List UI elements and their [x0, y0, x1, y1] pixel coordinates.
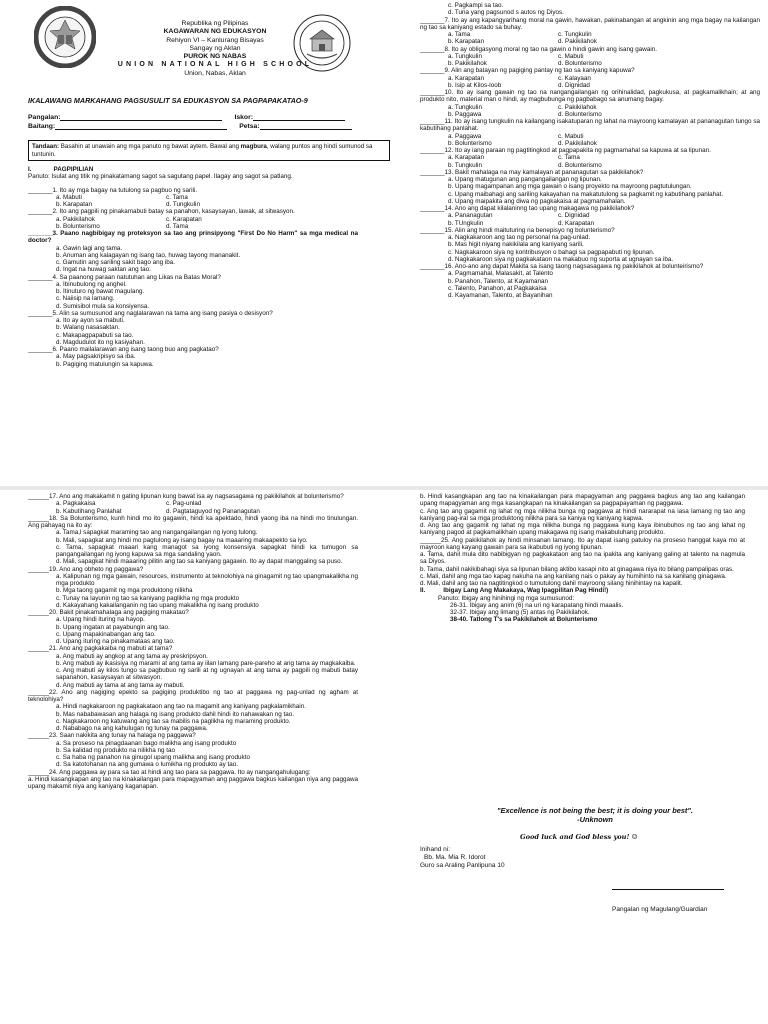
- option-b: b. Pagiging matulungin sa kapuwa.: [56, 360, 154, 368]
- question-5: _______5. Alin sa sumusunod ang naglalarawan na tama ang isang pasiya o desisyon?: [28, 309, 273, 317]
- option-a: a. Sa proseso na pinagdaanan bago malikha ang isang produkto: [56, 739, 237, 747]
- option-a: a. Tungkulin: [448, 103, 482, 111]
- teacher-name: Bb. Ma. Mia R. Idorot: [424, 854, 486, 862]
- teacher-role: Guro sa Araling Panlipuna 10: [420, 862, 505, 870]
- option-d: d. Pakikilahok: [558, 38, 597, 46]
- option-d: d. Mali, sapagkat hindi maaaring pilitin ang tao sa kaniyang gagawin. Ito ay dapat manggaling sa puso.: [56, 558, 343, 566]
- question-11: _______11. Ito ay isang tungkulin na kailangang isakatuparan ng lahat na mayroong kamalayan at pananagutan tungo sa kabutihang panlahat.: [420, 118, 760, 133]
- question-13: _______13. Bakit mahalaga na may kamalayan at pananagutan sa pakikilahok?: [420, 168, 644, 176]
- prepared-by-block: [420, 846, 505, 871]
- option-b: b. Bolunterismo: [56, 222, 100, 230]
- option-c: c. Karapatan: [166, 215, 202, 223]
- department-line: KAGAWARAN NG EDUKASYON: [163, 28, 267, 36]
- option-c: c. Mali, dahil ang mga tao kapag nakuha na ang kanilang nais o pakay ay humihinto na sa kanilang ginagawa.: [420, 572, 727, 580]
- quote-author: -Unknown: [577, 814, 613, 824]
- option-d: d. Tuna yang pagsunod s autos ng Diyos.: [448, 9, 564, 17]
- option-a: a. Karapatan: [448, 154, 485, 162]
- option-c: c. Ang tao ang gagamit ng lahat ng mga nilikha bunga ng paggawa at hindi nararapat na iasa lamang ng tao ang kaniyang pag-iral sa mga produktong nilikha para sa kaniya ng kaniyang kapwa.: [420, 507, 745, 522]
- question-4: _______4. Sa paanong paraan natutuhan ang Likas na Batas Moral?: [28, 273, 221, 281]
- option-a: a. Pananagutan: [448, 212, 493, 220]
- score-field[interactable]: [253, 114, 345, 121]
- option-c: c. Nagkakaroon siya ng kontribusyon o bahagi sa pagpapabuti ng lipunan.: [448, 248, 655, 256]
- question-19: ______19. Ano ang obheto ng paggawa?: [28, 565, 144, 573]
- option-d: d. Karapatan: [558, 219, 595, 227]
- question-1: _______1. Ito ay mga bagay na tutulong sa pagbuo ng sarili.: [28, 186, 198, 194]
- option-b: b. Pakikilahok: [448, 60, 487, 67]
- option-c: c. Pagkampi sa tao.: [448, 2, 504, 9]
- option-b: b. Mali, sapagkat ang hindi mo pagtulong ay isang bagay na maaaring makaapekto sa iyo.: [56, 536, 308, 544]
- option-d: d. Mali, dahil ang tao na nagtitingkod o tumutulong dahil mayroong silang hinihintay na kapalit.: [420, 580, 683, 587]
- question-20: ______20. Bakit pinakamahalaga ang pagiging makatao?: [28, 609, 189, 616]
- quote-text: "Excellence is not being the best; it is doing your best".: [497, 806, 693, 815]
- option-b: b. Ang mabuti ay ikasisiya ng marami at ang tama ay iilan lamang pare-pareho at ang tama ay magkakaiba.: [56, 659, 356, 667]
- option-d: d. Bolunterismo: [558, 161, 602, 169]
- reminder-box: [28, 140, 390, 161]
- option-a: a. Nagkakaroon ang tao ng personal na pag-unlad.: [448, 234, 591, 241]
- section-label: Baitang:: [28, 122, 56, 130]
- question-11-options: [420, 133, 760, 148]
- closing-quote: [450, 807, 740, 824]
- option-d: d. Ang tao ang gagamit ng lahat ng mga nilikha bunga ng paggawa kung kaya ibinubuhos ng tao ang lahat ng kaniyang pagod at pagkamalikhain upang makagawa ng isang makabuluhang produkto.: [420, 522, 745, 537]
- option-c: c. Nagkakaroon ng katuwang ang tao sa mabilis na paglikha ng maraming produkto.: [56, 717, 291, 725]
- region-line: Rehiyon VI – Kanlurang Bisayas: [166, 36, 264, 44]
- option-b: b. Mga taong gagamit ng mga produktong nilikha: [56, 587, 193, 595]
- question-18: ______18. Sa Bolunterismo, kunh hindi mo ito gagawin, hindi ka apektado, hindi yaong iba na hindi mo tinulungan. Ang pahayag na ito ay:: [28, 514, 358, 529]
- option-b: b. Tungkulin: [448, 161, 482, 169]
- option-b: b. Itinuturo ng bawat magulang.: [56, 288, 145, 295]
- signature-line[interactable]: [612, 889, 724, 890]
- school-address: Union, Nabas, Aklan: [184, 69, 246, 77]
- option-c: c. Upang mapakinabangan ang tao.: [56, 630, 156, 638]
- document-header: [0, 20, 430, 78]
- question-15: _______15. Alin ang hindi maituturing na benepisyo ng bolunterismo?: [420, 226, 615, 234]
- option-d: d. Kayamanan, Talento, at Bayanihan: [448, 292, 553, 299]
- good-luck-message: Good luck and God bless you! ☺: [520, 833, 638, 841]
- part1-heading: [28, 166, 358, 173]
- date-label: Petsa:: [239, 122, 260, 130]
- question-17-options: [28, 500, 358, 515]
- option-c: c. Ang mabuti ay kilos tungo sa pagbubuo ng sarili at ng ugnayan at ang tama ay pagpili ng mabuti batay sapanahon, kasaysayan at sitwasyon.: [56, 667, 358, 682]
- option-a: a. Kalipunan ng mga gawain, resources, instrumento at teknolohiya na ginagamit ng tao upangmakalikha ng mga produkto: [56, 572, 358, 587]
- option-d: d. Ang mabuti ay tama at ang tama ay mabuti.: [56, 681, 185, 689]
- question-2: _______2. Ito ang pagpili ng pinakamabuti batay sa panahon, kasaysayan, lawak, at sitwasyon.: [28, 208, 295, 216]
- exam-title: IKALAWANG MARKAHANG PAGSUSULIT SA EDUKASYON SA PAGPAPAKATAO-9: [28, 96, 308, 105]
- division-line: Sangay ng Aklan: [189, 44, 241, 52]
- option-d: d. Nagkakaroon siya ng pagkakataon na makabuo ng suporta at ugnayan sa iba.: [448, 255, 674, 263]
- option-b: b. Upang ingatan at payabungin ang tao.: [56, 623, 170, 631]
- option-b: b. Mas nababawasan ang halaga ng isang produkto dahil hindi ito nahawakan ng tao.: [56, 710, 295, 718]
- part1-instructions: Panuto: Isulat ang titik ng pinakatamang sagot sa sagutang papel. Ilagay ang sagot sa patlang.: [28, 173, 293, 181]
- question-9: _______9. Alin ang batayan ng pagiging pantay ng tao sa kaniyang kapuwa?: [420, 67, 635, 75]
- question-3: _______3. Paano nagbibigay ng proteksyon sa tao ang prinsipyong "First Do No Harm" sa mga medical na doctor?: [28, 230, 358, 245]
- option-c: c. Pakikilahok: [558, 103, 597, 111]
- option-a: a. Mabuti: [56, 193, 82, 201]
- option-b: b. Bolunterismo: [448, 139, 492, 147]
- page1-left-column: [28, 166, 358, 368]
- option-d: d. Kakayahang kakailanganin ng tao upang makalikha ng isang produkto: [56, 601, 259, 609]
- question-17: ______17. Ano ang makakamit n gating lipunan kung bawat isa ay nagsasagawa ng pakikilahok at bolunterismo?: [28, 493, 344, 500]
- option-d: d. Pagtataguyod ng Pananagutan: [166, 507, 260, 515]
- district-line: PUROK NG NABAS: [183, 53, 247, 61]
- question-10: _______10. Ito ay isang gawain ng tao na nangangailangan ng orihinalidad, pagkukusa, at pagkamalikhain; at ang produkto nito, material man o hindi, ay magbubunga ng pagbabago sa anumang bagay.: [420, 89, 760, 104]
- part2-item: 38-40. Tatlong T's sa Pakikilahok at Bolunterismo: [450, 616, 598, 624]
- reminder-text-1: Basahin at unawain ang mga panuto ng bawat aytem. Bawal ang: [59, 143, 241, 150]
- option-a: a. Ang mabuti ay angkop at ang tama ay preskripsyon.: [56, 652, 208, 660]
- option-a: a. Tama: [448, 31, 471, 38]
- student-info-fields: [28, 114, 398, 131]
- question-12: _______12. Ito ay iang paraan ng pagtitingkod at pagpapakita ng pagmamahal sa kapuwa at sa lipunan.: [420, 147, 711, 154]
- exam-page-1: [0, 0, 768, 486]
- option-a: a. Pagmamahal, Malasakit, at Talento: [448, 270, 553, 278]
- part2-heading: [420, 587, 745, 594]
- question-21: ______21. Ano ang pagkakaiba ng mabuti at tama?: [28, 645, 173, 653]
- option-c: c. Naiisip na lamang.: [56, 295, 115, 303]
- part1-title: PAGPIPILIAN: [53, 166, 94, 173]
- parent-signature-label: Pangalan ng Magulang/Guardian: [612, 906, 708, 913]
- reminder-text-2: , walang puntos ang hindi sumunod sa tuntunin.: [32, 143, 373, 158]
- option-c: c. Tama: [166, 193, 188, 201]
- option-a: a. Karapatan: [448, 74, 485, 82]
- question-10-options: [420, 104, 760, 119]
- option-d: d. Upang ituring na pinakamataas ang tao.: [56, 638, 175, 645]
- option-c: c. Mabuti: [558, 132, 584, 140]
- question-8: _______8. Ito ay obligasyong moral ng tao na gawin o hindi gawin ang isang gawain.: [420, 45, 658, 53]
- option-b: b. Sa kalidad ng produkto na nilikha ng tao: [56, 746, 176, 754]
- prepared-by-label: Inihand ni:: [420, 846, 450, 853]
- option-c: c. Upang maibahagi ang sariling kakayahan na makatutulong sa pagkamit ng kabutihang panlahat.: [448, 190, 724, 198]
- question-1-options: [28, 194, 358, 209]
- question-12-options: [420, 154, 760, 169]
- option-d: d. Nababago na ang kahulugan ng tunay na paggawa.: [56, 725, 208, 732]
- option-c: c. Kalayaan: [558, 74, 591, 82]
- question-16: _______16. Ano-ano ang dapat Makita sa isang taong nagsasagawa ng pakikilahok at bolunteirismo?: [420, 263, 704, 270]
- question-7-options: [420, 31, 760, 46]
- option-b: b. Kabutihang Panlahat: [56, 507, 122, 515]
- part2-instructions: Panuto: Ibigay ang hinihingi ng mga sumusunod:: [438, 594, 575, 602]
- option-b: b. Karapatan: [448, 38, 485, 46]
- question-6: _______6. Paano mailalarawan ang isang taong buo ang pagkatao?: [28, 346, 219, 353]
- reminder-label: Tandaan:: [32, 143, 60, 150]
- question-22: ______22. Ano ang nagiging epekto sa pagiging produktibo ng tao at paggawa ng pag-unlad ng agham at teknolohiya?: [28, 688, 358, 703]
- school-name: UNION NATIONAL HIGH SCHOOL: [117, 61, 313, 69]
- option-c: c. Makapagpapabuti sa tao.: [56, 331, 134, 339]
- option-d: d. Tama: [166, 222, 189, 230]
- option-a: a. Paggawa: [448, 132, 482, 140]
- option-b: b. Paggawa: [448, 110, 482, 118]
- question-23: ______23. Saan nakikita ang tunay na halaga ng paggawa?: [28, 732, 196, 740]
- question-9-options: [420, 75, 760, 90]
- option-a: a. Ibinubulong ng anghel.: [56, 280, 127, 288]
- option-c: c. Talento, Panahon, at Pagkakaisa: [448, 284, 547, 292]
- option-c: c. Tama: [558, 154, 580, 162]
- option-d: d. Dignidad: [558, 81, 590, 89]
- question-7: _______7. Ito ay ang kapangyarihang moral na gawin, hawakan, pakinabangan at angkinin ang mga bagay na kailangan ng tao sa kaniyang estado sa buhay.: [420, 16, 760, 31]
- option-c: c. Sa haba ng panahon na ginugol upang malikha ang isang produkto: [56, 754, 250, 761]
- option-a: a. Tungkulin: [448, 52, 482, 60]
- option-c: c. Tunay na layunin ng tao sa kaniyang paglikha ng mga produkto: [56, 594, 240, 602]
- option-b: b. Mas higit niyang nakikilala ang kaniyang sarili.: [448, 241, 584, 249]
- option-a: a. Pakikilahok: [56, 215, 95, 223]
- option-d: d. Sa katotohanan na ang gumawa o lumikha ng produkto ay tao.: [56, 761, 239, 769]
- option-b: b. Upang magampanan ang mga gawain o isang proyekto na mayroong pagtutulungan.: [448, 183, 692, 191]
- option-c: c. Pag-unlad: [166, 500, 202, 508]
- option-d: d. Ingat na huwag saktan ang tao.: [56, 266, 151, 274]
- option-c: c. Gamutin ang sariling sakit bago ang iba.: [56, 259, 176, 266]
- question-14-options: [420, 212, 760, 227]
- option-d: d. Magdudulot ito ng kasiyahan.: [56, 338, 145, 346]
- name-field[interactable]: [60, 114, 222, 121]
- option-a: a. Gawin lagi ang tama.: [56, 244, 123, 252]
- question-24: ______24. Ang paggawa ay para sa tao at hindi ang tao para sa paggawa. Ito ay nangangahulugang:: [28, 768, 311, 776]
- option-a: a. Tama, dahil mula dito nabibigyan ng pagkakataon ang tao na ipakita ang kaniyang galing at talento na nagmula sa Diyos.: [420, 551, 745, 566]
- option-d: d. Pakikilahok: [558, 139, 597, 147]
- option-a: a. Pagkakaisa: [56, 500, 96, 508]
- option-b: b. Anuman ang kalagayan ng isang tao, huwag tayong mananakit.: [56, 251, 241, 259]
- page2-left-column: [28, 493, 358, 790]
- page1-right-column: [420, 2, 760, 299]
- option-a: a. Upang hindi ituring na hayop.: [56, 616, 145, 624]
- option-a: a. Tama,l sapagkat maraming tao ang nangangailangan ng iyong tulong.: [56, 529, 258, 537]
- option-b: b. Isip at Kilos-loob: [448, 81, 502, 89]
- option-a: a. Hindi nagkakaroon ng pagkakataon ang tao na magamit ang kaniyang pagkalamikhain.: [56, 703, 306, 711]
- option-b: b. Walang nasasaktan.: [56, 324, 120, 332]
- question-8-options: [420, 53, 760, 68]
- option-b: b. TUngkulin: [448, 219, 484, 227]
- option-d: d. Upang maipakita ang diwa ng pagkakaisa at pagmamahalan.: [448, 197, 626, 205]
- part2-numeral: II.: [420, 587, 426, 595]
- name-label: Pangalan:: [28, 114, 61, 121]
- question-2-options: [28, 216, 358, 231]
- part2-item: 32-37. Ibigay ang limang (5) antas ng Pakikilahok.: [450, 609, 590, 616]
- option-c: c. Mabuti: [558, 52, 584, 60]
- question-25: ______25. Ang pakikilahok ay hindi minsanan lamang. Ito ay dapat isang patuloy na proseso hanggat kaya mo at mayroon kang kayang gawain para sa ikabubuti ng iyong lipunan.: [420, 536, 745, 551]
- date-field[interactable]: [260, 123, 352, 130]
- option-a: a. May pagsakripisyo sa iba.: [56, 353, 136, 361]
- option-a: a. Upang matugunan ang pangangailangan ng lipunan.: [448, 176, 602, 183]
- section-field[interactable]: [55, 123, 227, 130]
- part2-title: Ibigay Lang Ang Makakaya, Wag Ipagpilitan Pag Hindi!): [443, 587, 609, 595]
- reminder-emphasis: magbura: [240, 143, 267, 150]
- republic-line: Republika ng Pilipinas: [181, 20, 249, 27]
- option-b: b. Hindi kasangkapan ang tao na kinakailangan para mapagyaman ang paggawa bagkus ang tao ang kailangan upang mapagyaman ang mga kasangkapan na kinakailangan sa pagpapayaman ng paggawa.: [420, 493, 745, 508]
- part1-numeral: I.: [28, 166, 32, 173]
- option-b: b. Tama, dahil nakikibahagi siya sa lipunan bilang aktibo kasapi nito at ginagawa niya ito bilang pampalipas oras.: [420, 565, 734, 573]
- score-label: Iskor:: [234, 114, 253, 121]
- option-b: b. Karapatan: [56, 201, 93, 208]
- option-b: b. Panahon, Talento, at Kayamanan: [448, 277, 549, 285]
- part2-item: 26-31. Ibigay ang anim (6) na uri ng karapatang hindi maaalis.: [450, 601, 624, 609]
- exam-page-2: [0, 490, 768, 1024]
- option-a: a. Hindi kasangkapan ang tao na kinakailangan para mapagyaman ang paggawa bagkus kailangan niya ang paggawa upang makamit niya ang kaniyang kaganapan.: [28, 775, 358, 790]
- option-d: d. Bolunterismo: [558, 60, 602, 67]
- option-d: d. Sumisibol mula sa konsiyensa.: [56, 302, 150, 310]
- option-a: a. Ito ay ayon sa mabuti.: [56, 317, 125, 324]
- option-c: c. Tama, sapagkat maaari kang managot sa iyong konsensiya sapagkat hindi ka tumugon sa pangangailangan ng iyong kapuwa sa mga sandaling yaon.: [56, 543, 358, 558]
- option-d: d. Bolunterismo: [558, 110, 602, 118]
- question-14: _______14. Ano ang dapat kilalaninng tao upang makagawa ng pakikilahok?: [420, 205, 635, 212]
- option-d: d. Tungkulin: [166, 201, 200, 208]
- option-c: c. Tungkulin: [558, 31, 592, 38]
- page2-right-column: [420, 493, 745, 624]
- option-c: c. Dignidad: [558, 212, 590, 220]
